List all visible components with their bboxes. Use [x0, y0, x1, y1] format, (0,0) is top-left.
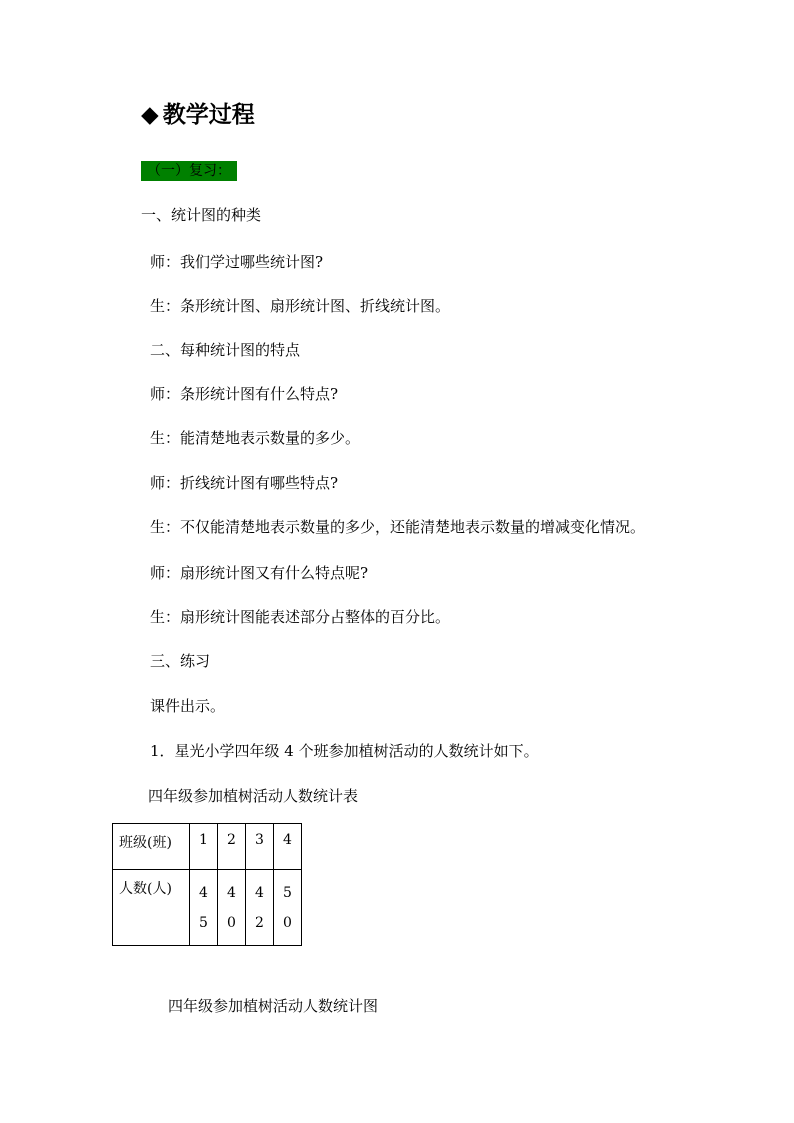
table-row-header: 人数(人) [113, 870, 190, 946]
cell-digit: 4 [255, 885, 264, 901]
diamond-bullet-icon: ◆ [141, 102, 159, 128]
paragraph-line: 一、统计图的种类 [141, 206, 262, 224]
paragraph-line: 三、练习 [150, 652, 211, 670]
table-caption: 四年级参加植树活动人数统计表 [148, 787, 359, 805]
table-cell: 2 [218, 824, 246, 870]
cell-digit: 0 [283, 915, 292, 931]
paragraph-line: 课件出示。 [150, 697, 226, 715]
paragraph-line: 师：折线统计图有哪些特点? [150, 474, 339, 492]
table-cell [218, 870, 246, 946]
cell-digit: 4 [199, 885, 208, 901]
table-cell: 4 [274, 824, 302, 870]
table-row [113, 870, 302, 946]
table-cell: 3 [246, 824, 274, 870]
chart-caption: 四年级参加植树活动人数统计图 [168, 997, 379, 1015]
paragraph-line: 1．星光小学四年级 4 个班参加植树活动的人数统计如下。 [150, 742, 539, 760]
paragraph-line: 二、每种统计图的特点 [150, 341, 301, 359]
cell-digit: 2 [255, 915, 264, 931]
table-row [113, 824, 302, 870]
statistics-table [112, 823, 302, 946]
cell-digit: 4 [227, 885, 236, 901]
paragraph-line: 生：不仅能清楚地表示数量的多少，还能清楚地表示数量的增减变化情况。 [150, 518, 646, 536]
cell-digit: 0 [227, 915, 236, 931]
paragraph-line: 师：扇形统计图又有什么特点呢? [150, 564, 369, 582]
paragraph-line: 生：能清楚地表示数量的多少。 [150, 429, 361, 447]
review-label: （一）复习： [141, 161, 237, 181]
cell-digit: 5 [283, 885, 292, 901]
table-cell: 1 [190, 824, 218, 870]
table-cell [246, 870, 274, 946]
paragraph-line: 生：扇形统计图能表述部分占整体的百分比。 [150, 608, 451, 626]
cell-digit: 5 [199, 915, 208, 931]
paragraph-line: 师：条形统计图有什么特点? [150, 385, 339, 403]
table-cell [190, 870, 218, 946]
paragraph-line: 生：条形统计图、扇形统计图、折线统计图。 [150, 297, 451, 315]
table-row-header: 班级(班) [113, 824, 190, 870]
paragraph-line: 师：我们学过哪些统计图? [150, 253, 324, 271]
section-heading [141, 96, 255, 129]
table-cell [274, 870, 302, 946]
section-title: 教学过程 [162, 102, 255, 128]
